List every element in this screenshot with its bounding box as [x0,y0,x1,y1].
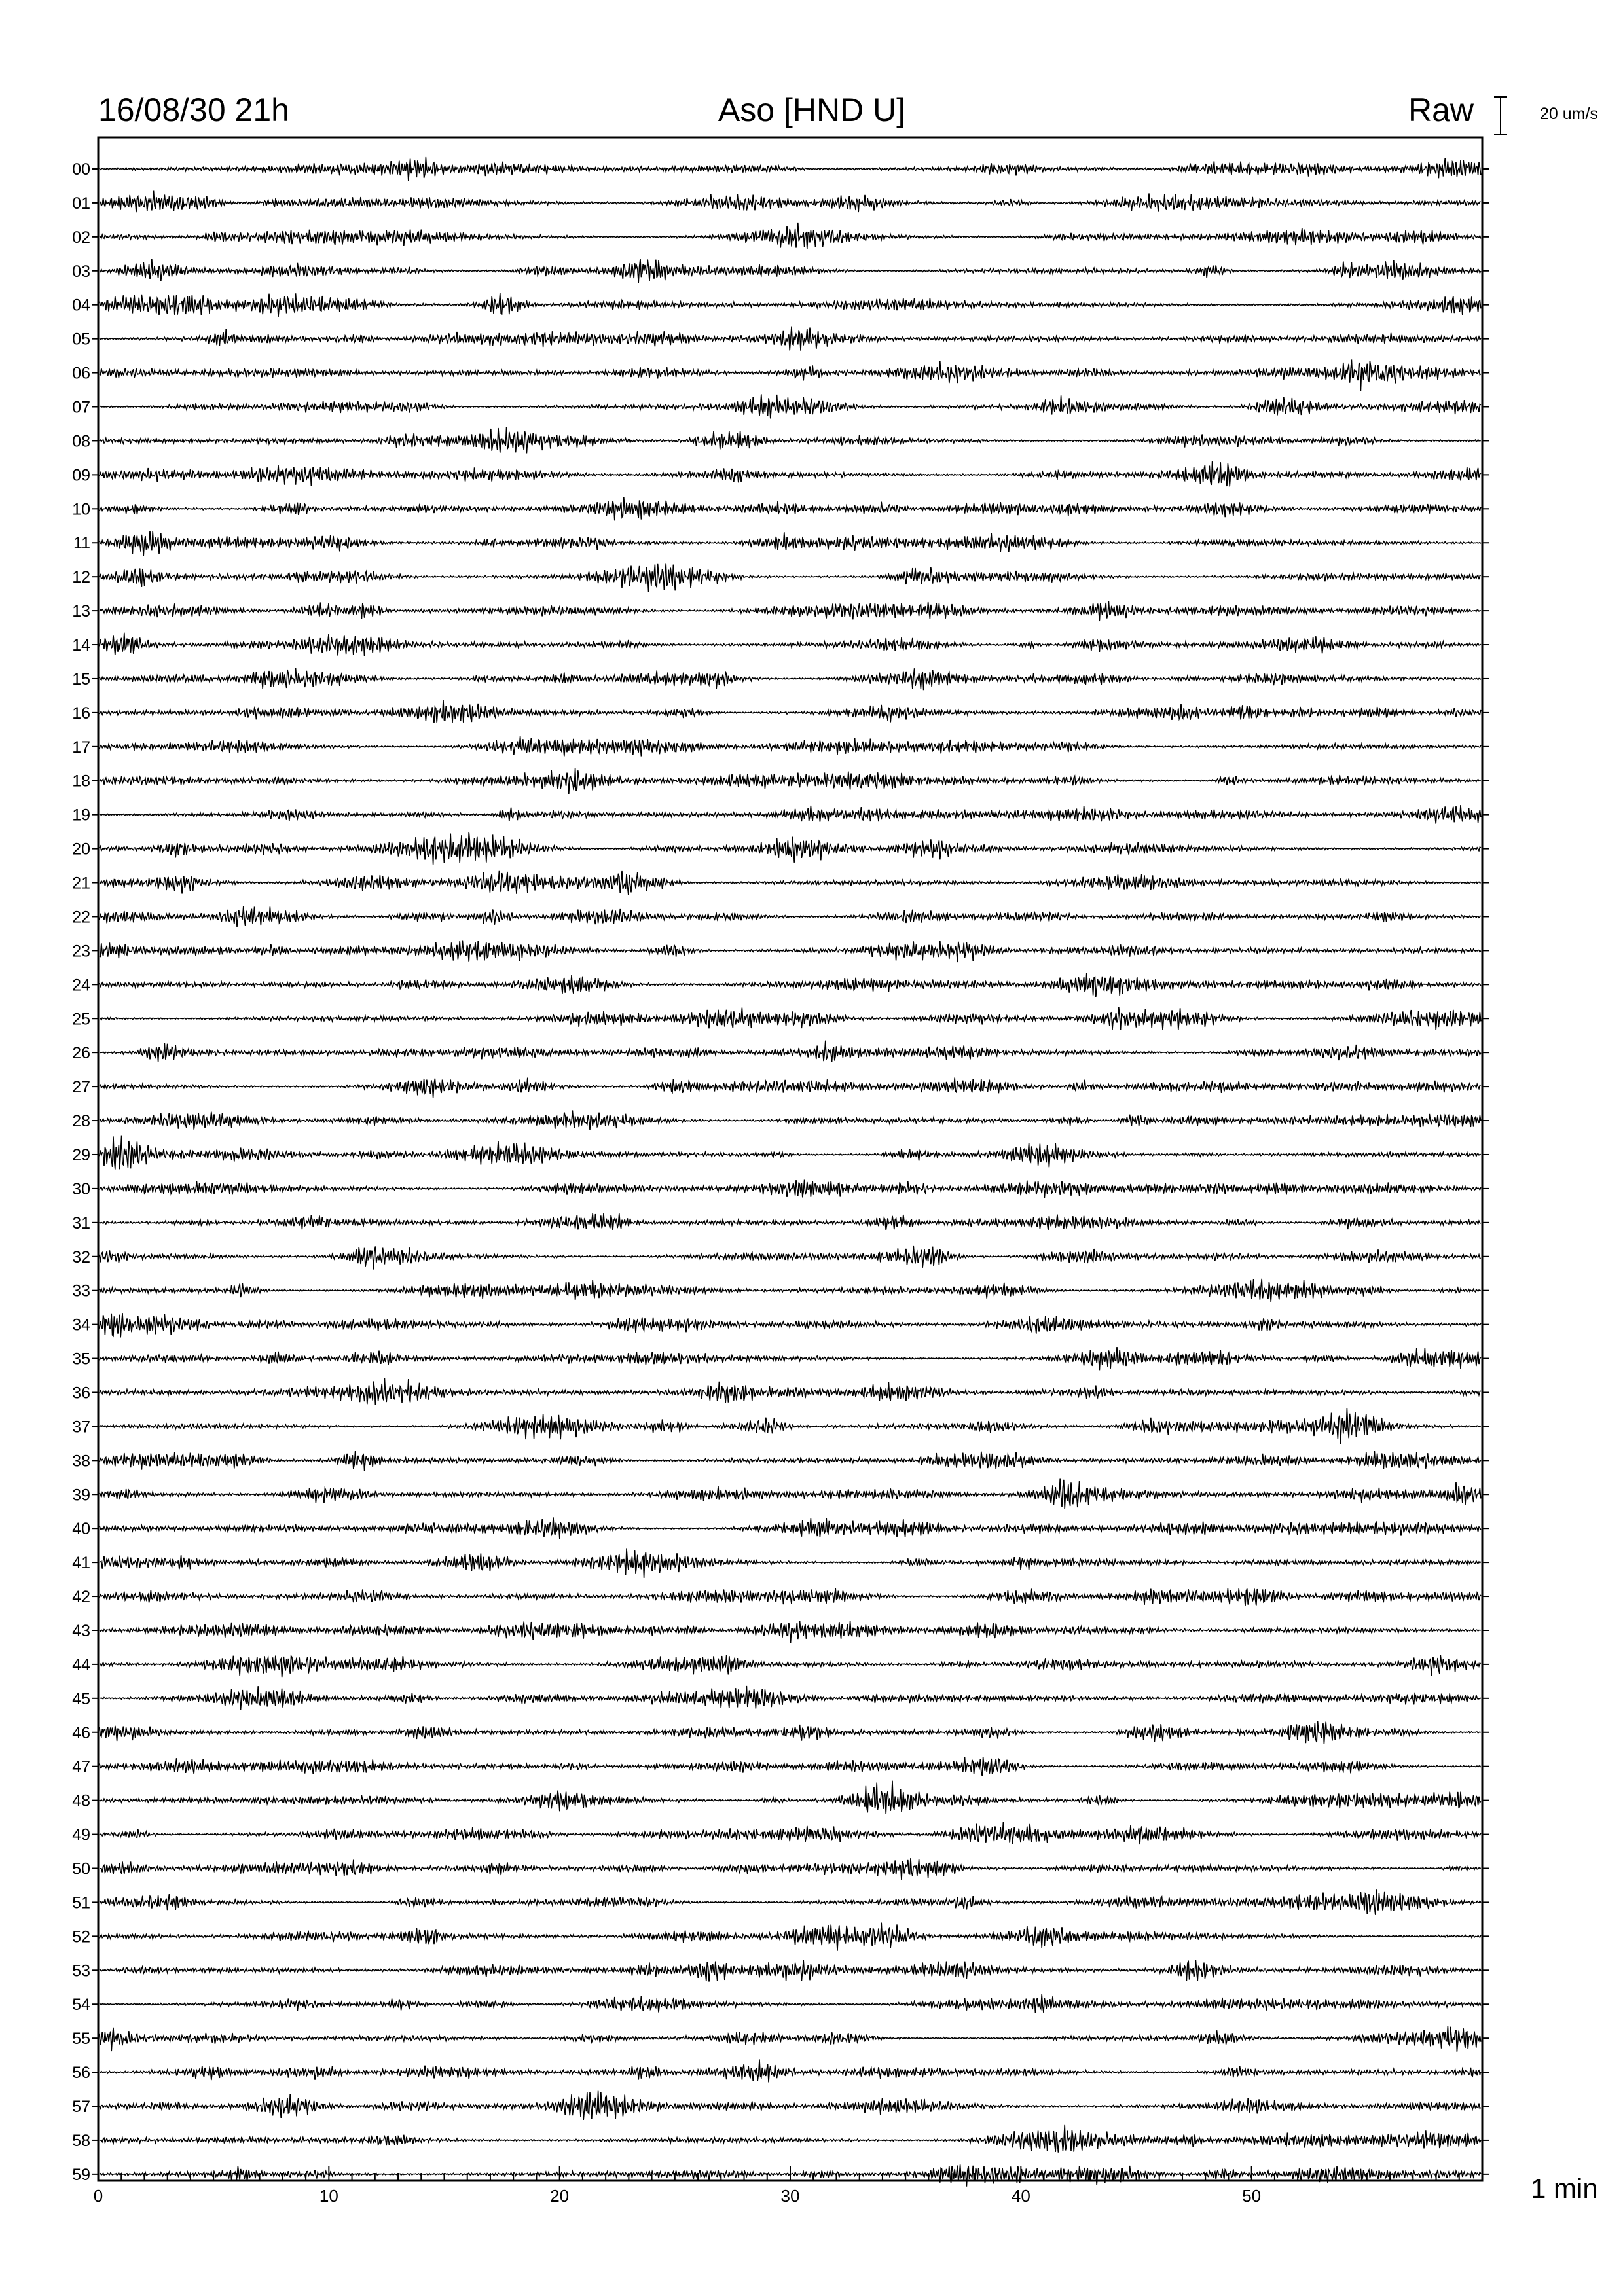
row-label: 53 [72,1962,90,1981]
row-label: 04 [72,296,90,315]
trace-row-12 [100,563,1481,592]
plot-frame [98,137,1482,2181]
trace-row-16 [100,700,1481,723]
row-label: 52 [72,1928,90,1946]
row-label: 19 [72,806,90,825]
trace-row-53 [100,1960,1481,1982]
row-label: 49 [72,1825,90,1844]
trace-row-24 [100,973,1481,997]
trace-row-50 [100,1858,1481,1880]
row-label: 59 [72,2165,90,2184]
row-label: 37 [72,1418,90,1437]
trace-row-01 [100,191,1481,213]
trace-row-22 [100,906,1481,927]
row-label: 10 [72,500,90,519]
trace-row-10 [100,497,1481,520]
trace-row-57 [100,2091,1481,2120]
row-label: 17 [72,738,90,757]
trace-row-26 [100,1041,1481,1062]
trace-row-31 [100,1213,1481,1230]
trace-row-04 [100,293,1481,317]
trace-row-06 [100,359,1481,391]
x-tick-label: 10 [319,2186,338,2206]
trace-row-05 [100,327,1481,351]
row-label: 29 [72,1145,90,1164]
row-label: 50 [72,1859,90,1878]
row-label: 12 [72,568,90,587]
row-label: 14 [72,636,90,655]
trace-row-41 [100,1548,1481,1578]
row-label: 06 [72,364,90,383]
trace-row-36 [100,1378,1481,1405]
row-label: 44 [72,1655,90,1674]
row-label: 15 [72,670,90,689]
row-label: 03 [72,262,90,281]
seismogram-traces [100,157,1481,2187]
row-label: 31 [72,1213,90,1232]
trace-row-03 [100,259,1481,283]
x-tick-label: 40 [1011,2186,1030,2206]
row-label: 32 [72,1247,90,1266]
row-label: 07 [72,398,90,417]
row-label: 26 [72,1044,90,1063]
x-tick-label: 20 [550,2186,570,2206]
trace-row-45 [100,1686,1481,1710]
x-tick-label: 0 [93,2186,103,2206]
row-label: 25 [72,1010,90,1029]
row-label: 01 [72,194,90,213]
x-tick-label: 50 [1242,2186,1262,2206]
row-label: 02 [72,228,90,247]
datetime-label: 16/08/30 21h [98,92,289,128]
trace-row-56 [100,2059,1481,2082]
trace-row-49 [100,1822,1481,1844]
row-label: 05 [72,330,90,349]
trace-row-13 [100,601,1481,621]
row-label: 16 [72,704,90,723]
row-label: 20 [72,840,90,859]
row-label: 58 [72,2131,90,2150]
row-label: 48 [72,1791,90,1810]
row-label: 30 [72,1179,90,1198]
row-label: 40 [72,1520,90,1539]
row-label: 35 [72,1350,90,1369]
trace-row-37 [100,1408,1481,1444]
row-label: 24 [72,976,90,995]
trace-row-47 [100,1757,1481,1776]
trace-row-14 [100,633,1481,656]
trace-row-42 [100,1588,1481,1606]
row-label: 56 [72,2064,90,2083]
trace-row-17 [100,736,1481,757]
trace-row-25 [100,1007,1481,1030]
trace-row-07 [100,394,1481,418]
row-label: 45 [72,1689,90,1708]
trace-row-43 [100,1621,1481,1643]
row-label: 55 [72,2030,90,2049]
trace-row-23 [100,941,1481,963]
trace-row-48 [100,1781,1481,1814]
trace-row-44 [100,1655,1481,1677]
trace-row-28 [100,1110,1481,1130]
trace-row-51 [100,1889,1481,1915]
minute-row-labels [72,160,1489,2184]
trace-row-27 [100,1078,1481,1098]
trace-row-58 [100,2125,1481,2153]
row-label: 47 [72,1757,90,1776]
row-label: 28 [72,1112,90,1131]
trace-row-39 [100,1479,1481,1509]
row-label: 09 [72,466,90,485]
station-title: Aso [HND U] [718,92,906,128]
row-label: 38 [72,1452,90,1471]
trace-row-33 [100,1279,1481,1302]
trace-row-19 [100,805,1481,824]
trace-row-35 [100,1347,1481,1370]
row-label: 43 [72,1621,90,1640]
trace-row-55 [100,2026,1481,2052]
row-label: 33 [72,1282,90,1300]
trace-row-18 [100,768,1481,794]
trace-row-40 [100,1517,1481,1539]
row-label: 57 [72,2098,90,2117]
row-label: 11 [73,534,90,553]
scale-bar-label: 20 um/s [1540,105,1598,123]
trace-row-09 [100,461,1481,486]
row-label: 36 [72,1384,90,1403]
trace-row-20 [100,832,1481,865]
row-label: 34 [72,1316,90,1335]
row-label: 18 [72,772,90,791]
row-label: 23 [72,942,90,961]
trace-row-02 [100,223,1481,249]
trace-row-30 [100,1180,1481,1198]
row-label: 08 [72,432,90,451]
time-unit-label: 1 min [1531,2173,1598,2204]
trace-row-08 [100,427,1481,453]
trace-row-34 [100,1313,1481,1337]
time-axis [94,2166,1459,2206]
mode-label: Raw [1408,92,1474,128]
row-label: 51 [72,1893,90,1912]
row-label: 39 [72,1486,90,1505]
row-label: 21 [72,874,90,893]
trace-row-52 [100,1923,1481,1951]
trace-row-38 [100,1451,1481,1471]
row-label: 13 [72,602,90,621]
trace-row-54 [100,1994,1481,2013]
trace-row-46 [100,1721,1481,1744]
amplitude-scale-bar [1494,97,1507,135]
trace-row-32 [100,1246,1481,1270]
row-label: 00 [72,160,90,179]
trace-row-00 [100,157,1481,181]
row-label: 42 [72,1588,90,1607]
row-label: 46 [72,1723,90,1742]
trace-row-15 [100,668,1481,690]
trace-row-21 [100,871,1481,895]
row-label: 41 [72,1554,90,1573]
x-tick-label: 30 [780,2186,800,2206]
row-label: 27 [72,1078,90,1097]
trace-row-11 [100,531,1481,556]
row-label: 54 [72,1996,90,2015]
row-label: 22 [72,908,90,927]
trace-row-29 [100,1136,1481,1170]
